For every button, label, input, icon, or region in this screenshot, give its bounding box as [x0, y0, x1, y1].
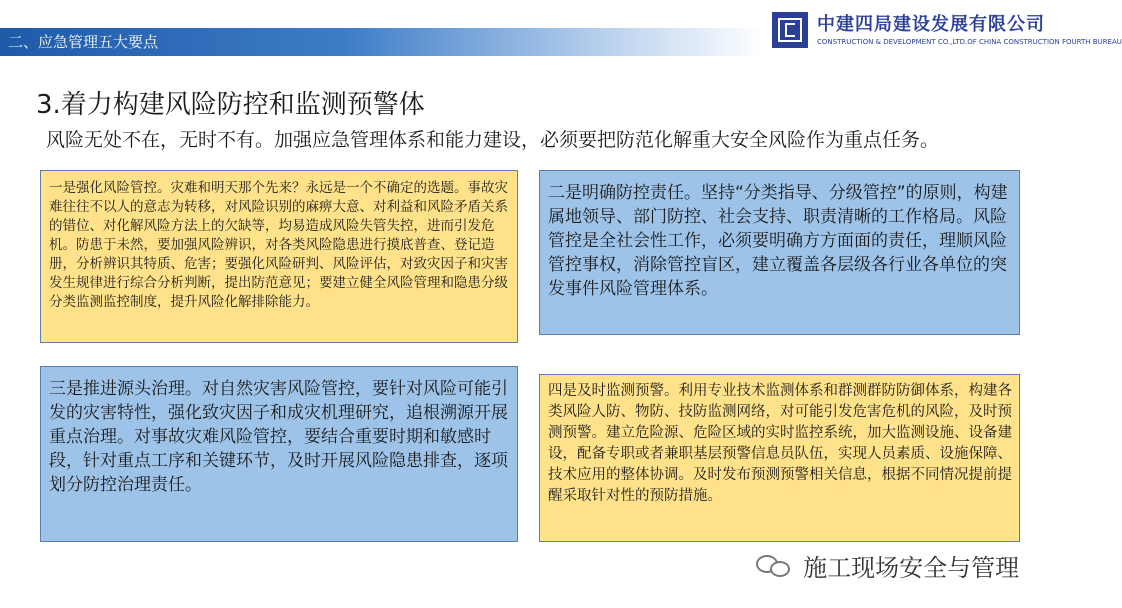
point-box-source-governance: 三是推进源头治理。对自然灾害风险管控，要针对风险可能引发的灾害特性，强化致灾因子和成灾机理研究，追根溯源开展重点治理。对事故灾难风险管控，要结合重要时期和敏感时段，针对重点工序和关键环节，及时开展风险隐患排查，逐项划分防控治理责任。	[40, 366, 518, 542]
company-name-en: CONSTRUCTION & DEVELOPMENT CO.,LTD.OF CHINA CONSTRUCTION FOURTH BUREAU	[817, 38, 1122, 46]
watermark	[756, 548, 1019, 583]
section-header-bar	[0, 28, 765, 56]
company-name-cn: 中建四局建设发展有限公司	[817, 14, 1045, 35]
point-box-monitoring: 四是及时监测预警。利用专业技术监测体系和群测群防防御体系，构建各类风险人防、物防、技防监测网络，对可能引发危害危机的风险，及时预测预警。建立危险源、危险区域的实时监控系统，加大监测设施、设备建设，配备专职或者兼职基层预警信息员队伍，实现人员素质、设施保障、技术应用的整体协调。及时发布预测预警相关信息，根据不同情况提前提醒采取针对性的预防措施。	[539, 374, 1020, 542]
slide-subtitle: 风险无处不在，无时不有。加强应急管理体系和能力建设，必须要把防范化解重大安全风险作为重点任务。	[46, 129, 940, 151]
point-box-responsibility: 二是明确防控责任。坚持“分类指导、分级管控”的原则，构建属地领导、部门防控、社会支持、职责清晰的工作格局。风险管控是全社会性工作，必须要明确方方面面的责任，理顺风险管控事权，消除管控盲区，建立覆盖各层级各行业各单位的突发事件风险管理体系。	[539, 170, 1020, 335]
section-title: 二、应急管理五大要点	[8, 33, 159, 51]
watermark-text: 施工现场安全与管理	[803, 554, 1020, 582]
point-box-risk-control: 一是强化风险管控。灾难和明天那个先来？永远是一个不确定的选题。事故灾难往往不以人的意志为转移，对风险识别的麻痹大意、对利益和风险矛盾关系的错位、对化解风险方法上的欠缺等，均易造成风险失管失控，进而引发危机。防患于未然，要加强风险辨识，对各类风险隐患进行摸底普查、登记造册，分析辨识其特质、危害；要强化风险研判、风险评估，对致灾因子和灾害发生规律进行综合分析判断，提出防范意见；要建立健全风险管理和隐患分级分类监测监控制度，提升风险化解排除能力。	[40, 170, 518, 343]
company-logo	[772, 12, 808, 48]
wechat-icon	[756, 553, 794, 579]
slide-title: 3.着力构建风险防控和监测预警体	[36, 90, 425, 120]
